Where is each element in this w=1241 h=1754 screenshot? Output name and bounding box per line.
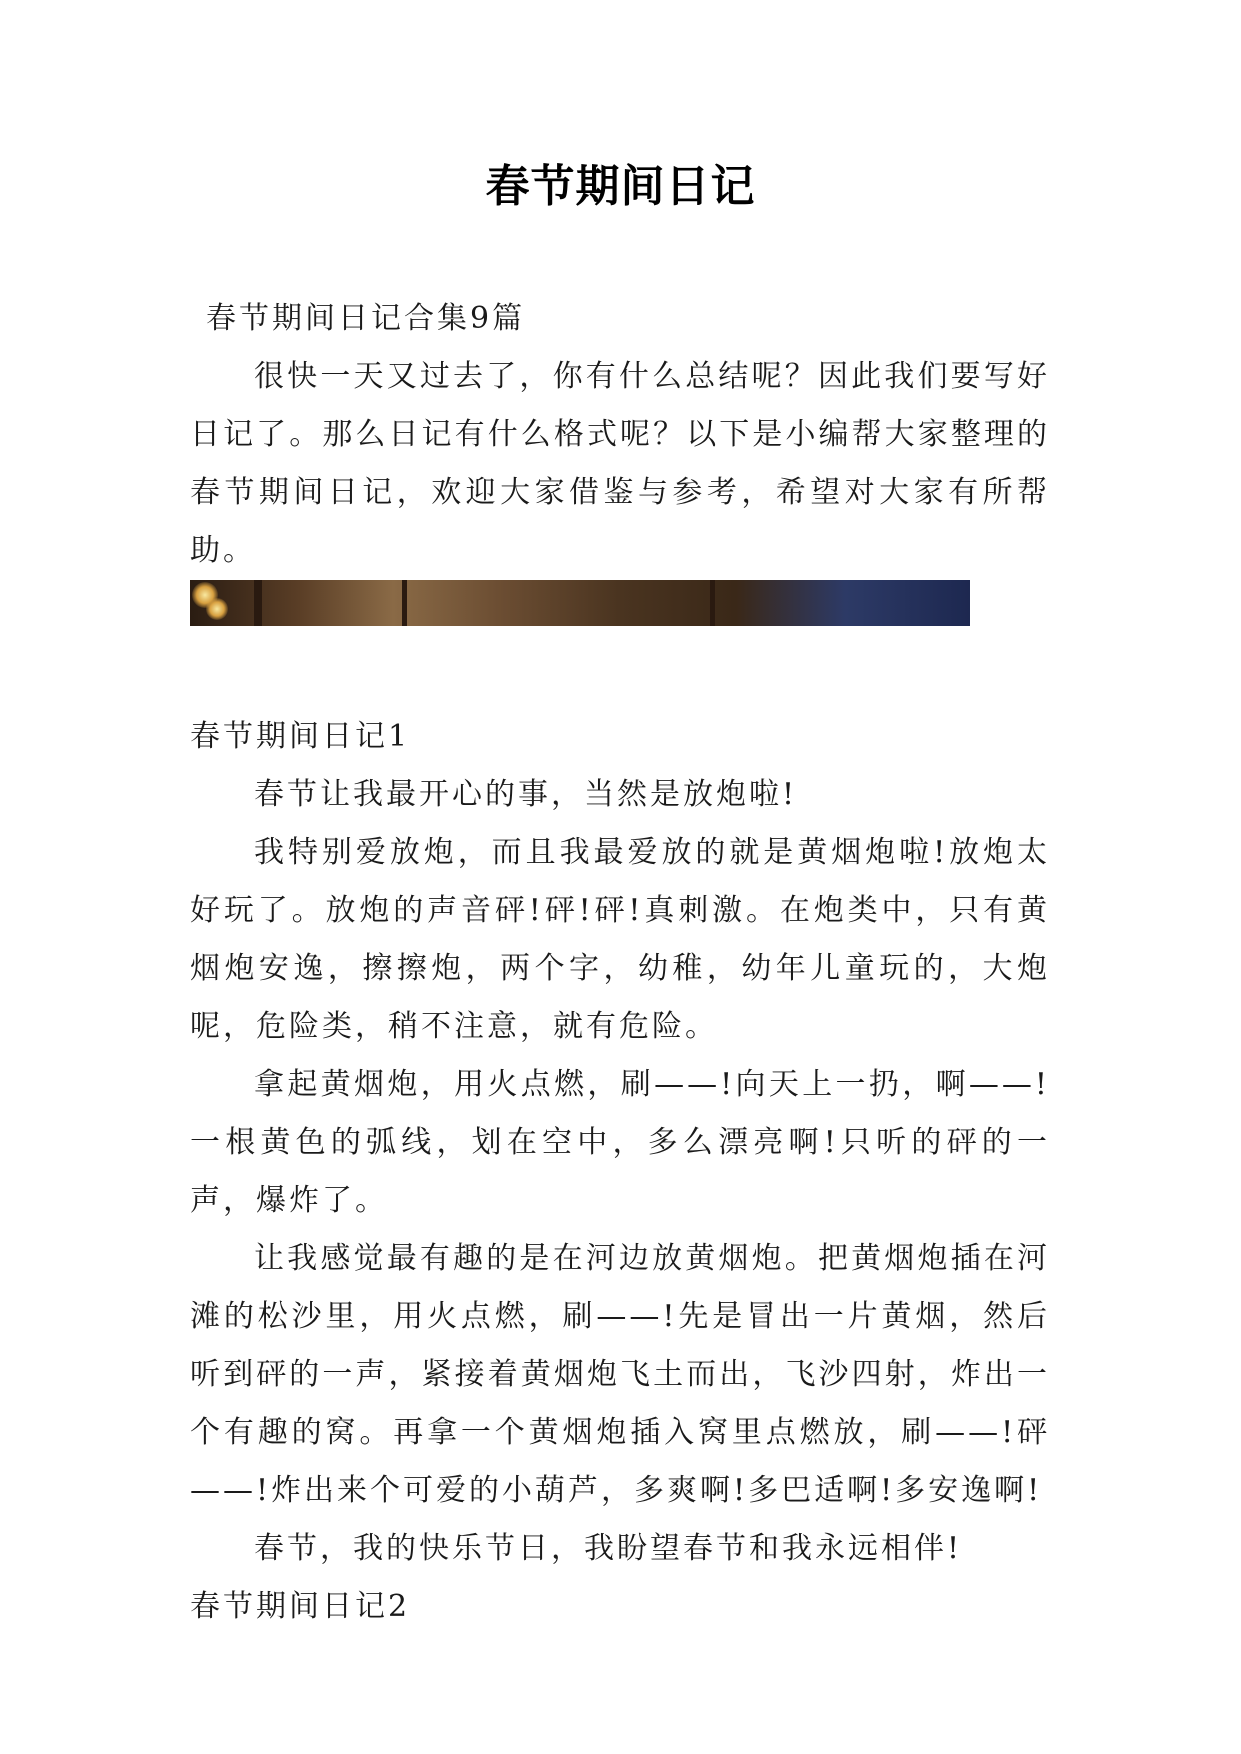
section-paragraph: 我特别爱放炮，而且我最爱放的就是黄烟炮啦!放炮太好玩了。放炮的声音砰!砰!砰!真刺激。在炮类中，只有黄烟炮安逸，擦擦炮，两个字，幼稚，幼年儿童玩的，大炮呢，危险类，稍不注意，就有危险。	[190, 835, 1050, 1044]
festival-banner-image	[190, 580, 970, 626]
intro-paragraph: 很快一天又过去了，你有什么总结呢？因此我们要写好日记了。那么日记有什么格式呢？以下是小编帮大家整理的春节期间日记，欢迎大家借鉴与参考，希望对大家有所帮助。	[190, 359, 1050, 568]
document-title: 春节期间日记	[485, 161, 756, 212]
section-paragraph: 让我感觉最有趣的是在河边放黄烟炮。把黄烟炮插在河滩的松沙里，用火点燃，刷——!先是冒出一片黄烟，然后听到砰的一声，紧接着黄烟炮飞土而出，飞沙四射，炸出一个有趣的窝。再拿一个黄烟炮插入窝里点燃放，刷——!砰——!炸出来个可爱的小葫芦，多爽啊!多巴适啊!多安逸啊!	[190, 1241, 1050, 1508]
section-paragraph: 拿起黄烟炮，用火点燃，刷——!向天上一扔，啊——!一根黄色的弧线，划在空中，多么漂亮啊!只听的砰的一声，爆炸了。	[190, 1067, 1050, 1218]
section-heading: 春节期间日记2	[190, 1589, 411, 1624]
document-body	[190, 290, 1050, 1636]
document-subtitle: 春节期间日记合集9篇	[206, 301, 526, 336]
section-paragraph: 春节让我最开心的事，当然是放炮啦!	[254, 777, 798, 812]
section-heading: 春节期间日记1	[190, 719, 411, 754]
section-paragraph: 春节，我的快乐节日，我盼望春节和我永远相伴!	[254, 1531, 963, 1566]
